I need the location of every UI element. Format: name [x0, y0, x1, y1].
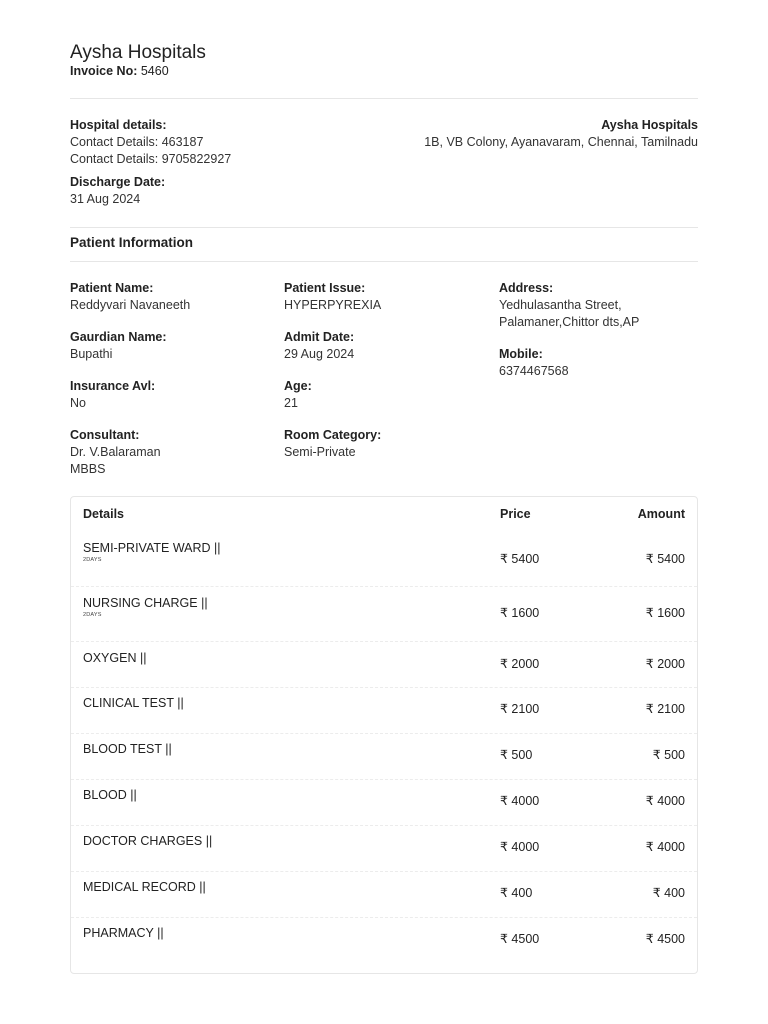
row-details: DOCTOR CHARGES ||: [83, 834, 213, 848]
row-amount: ₹ 2000: [645, 657, 685, 671]
insurance-label: Insurance Avl:: [70, 379, 156, 393]
row-price: ₹ 4500: [500, 932, 540, 946]
patient-name-block: [70, 280, 190, 314]
hospital-details-label: Hospital details:: [70, 118, 167, 132]
table-row: [71, 872, 697, 918]
header-price: Price: [500, 507, 531, 521]
patient-name-value: Reddyvari Navaneeth: [70, 298, 191, 312]
consultant-block: [70, 427, 161, 478]
table-row: [71, 688, 697, 734]
address-line-1: Yedhulasantha Street,: [499, 298, 622, 312]
row-sub: 2DAYS: [83, 557, 102, 563]
invoice-number-value: 5460: [140, 64, 169, 78]
row-amount: ₹ 400: [652, 886, 685, 900]
row-details: MEDICAL RECORD ||: [83, 880, 206, 894]
row-price: ₹ 4000: [500, 794, 540, 808]
mobile-label: Mobile:: [499, 347, 543, 361]
header-amount: Amount: [637, 507, 685, 521]
row-details: SEMI-PRIVATE WARD ||: [83, 541, 221, 555]
guardian-label: Gaurdian Name:: [70, 330, 167, 344]
table-row: [71, 734, 697, 780]
row-amount: ₹ 1600: [645, 606, 685, 620]
admit-date-value: 29 Aug 2024: [284, 347, 355, 361]
room-category-value: Semi-Private: [284, 445, 356, 459]
table-row: [71, 826, 697, 872]
row-price: ₹ 400: [500, 886, 533, 900]
charges-table: [70, 496, 698, 974]
divider: [70, 227, 698, 228]
contact-detail-1: Contact Details: 463187: [70, 135, 204, 149]
invoice-number-label: Invoice No:: [70, 64, 138, 78]
insurance-block: [70, 378, 155, 412]
patient-section-title: Patient Information: [70, 235, 194, 250]
invoice-number-line: [70, 64, 169, 78]
mobile-block: [499, 346, 569, 380]
contact-detail-2: Contact Details: 9705822927: [70, 152, 232, 166]
address-line-2: Palamaner,Chittor dts,AP: [499, 315, 640, 329]
discharge-date-value: 31 Aug 2024: [70, 192, 141, 206]
patient-issue-label: Patient Issue:: [284, 281, 366, 295]
header-details: Details: [83, 507, 124, 521]
row-price: ₹ 5400: [500, 552, 540, 566]
consultant-name: Dr. V.Balaraman: [70, 445, 161, 459]
hospital-address: 1B, VB Colony, Ayanavaram, Chennai, Tamilnadu: [424, 135, 698, 149]
row-details: BLOOD ||: [83, 788, 137, 802]
hospital-title: Aysha Hospitals: [70, 42, 206, 63]
row-amount: ₹ 4500: [645, 932, 685, 946]
age-block: [284, 378, 312, 412]
hospital-details-block: [70, 117, 231, 168]
patient-name-label: Patient Name:: [70, 281, 154, 295]
row-details: CLINICAL TEST ||: [83, 696, 184, 710]
row-amount: ₹ 500: [652, 748, 685, 762]
hospital-address-block: [424, 117, 698, 151]
room-category-block: [284, 427, 381, 461]
row-price: ₹ 2000: [500, 657, 540, 671]
guardian-block: [70, 329, 167, 363]
guardian-value: Bupathi: [70, 347, 113, 361]
mobile-value: 6374467568: [499, 364, 569, 378]
age-label: Age:: [284, 379, 312, 393]
admit-date-block: [284, 329, 354, 363]
row-details: NURSING CHARGE ||: [83, 596, 208, 610]
patient-issue-value: HYPERPYREXIA: [284, 298, 382, 312]
row-details: PHARMACY ||: [83, 926, 164, 940]
row-sub: 2DAYS: [83, 612, 102, 618]
table-row: [71, 532, 697, 587]
row-price: ₹ 2100: [500, 702, 540, 716]
divider: [70, 98, 698, 99]
insurance-value: No: [70, 396, 86, 410]
row-price: ₹ 4000: [500, 840, 540, 854]
table-row: [71, 642, 697, 688]
table-row: [71, 780, 697, 826]
address-label: Address:: [499, 281, 554, 295]
divider: [70, 261, 698, 262]
row-price: ₹ 500: [500, 748, 533, 762]
consultant-degree: MBBS: [70, 462, 106, 476]
admit-date-label: Admit Date:: [284, 330, 355, 344]
row-amount: ₹ 4000: [645, 794, 685, 808]
discharge-date-block: [70, 174, 165, 208]
hospital-name-right: Aysha Hospitals: [601, 118, 698, 132]
row-details: BLOOD TEST ||: [83, 742, 172, 756]
discharge-date-label: Discharge Date:: [70, 175, 166, 189]
row-amount: ₹ 5400: [645, 552, 685, 566]
table-row: [71, 918, 697, 963]
room-category-label: Room Category:: [284, 428, 382, 442]
patient-issue-block: [284, 280, 381, 314]
age-value: 21: [284, 396, 298, 410]
row-details: OXYGEN ||: [83, 651, 147, 665]
table-row: [71, 587, 697, 642]
row-amount: ₹ 2100: [645, 702, 685, 716]
row-amount: ₹ 4000: [645, 840, 685, 854]
row-price: ₹ 1600: [500, 606, 540, 620]
address-block: [499, 280, 639, 331]
consultant-label: Consultant:: [70, 428, 140, 442]
